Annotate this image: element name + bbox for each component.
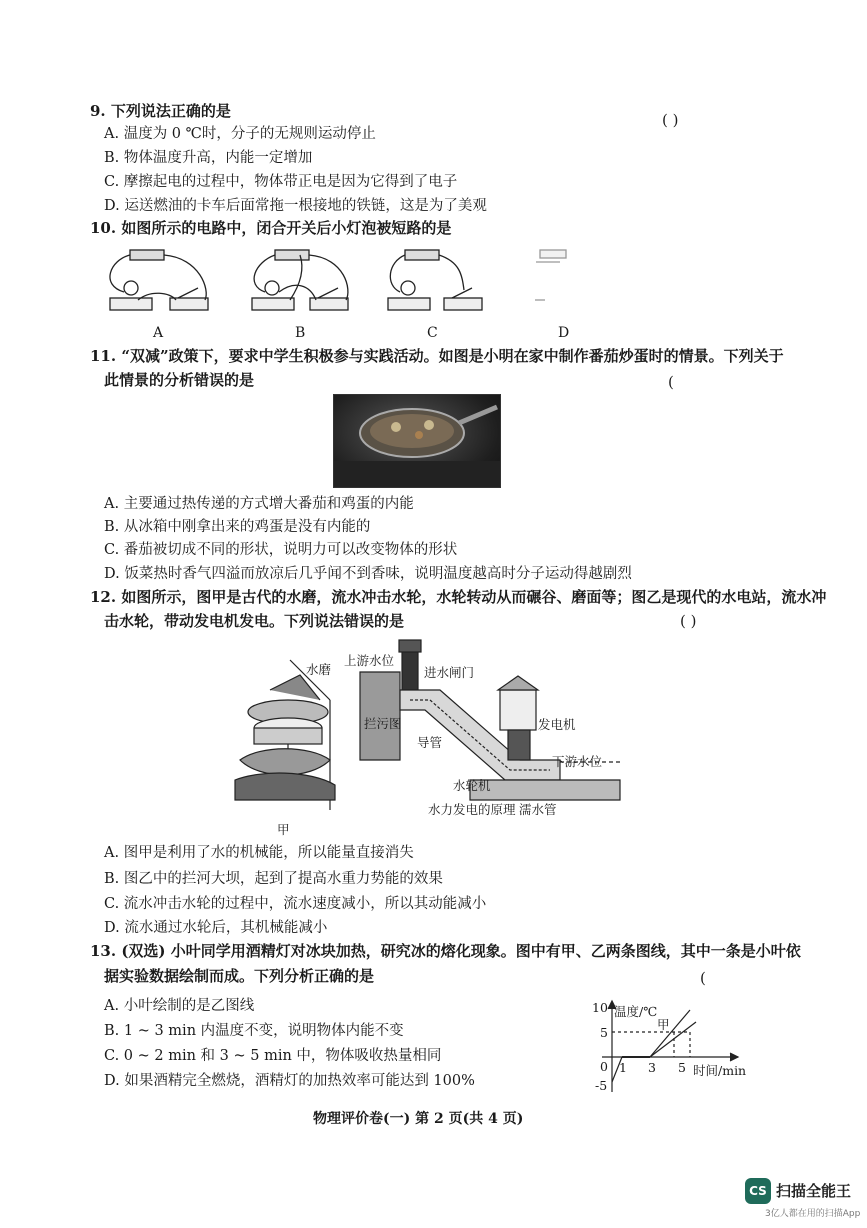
graph-x-tick-1: 1: [619, 1060, 627, 1075]
q9-option-d: D. 运送燃油的卡车后面常拖一根接地的铁链，这是为了美观: [104, 198, 487, 214]
label-trash-rack: 拦污图: [364, 716, 402, 731]
q11-stem-line2: 此情景的分析错误的是: [104, 371, 255, 389]
graph-y-tick-5: 5: [600, 1025, 608, 1040]
label-turbine: 水轮机: [453, 778, 491, 793]
q13-answer-paren: (: [700, 969, 706, 987]
graph-x-tick-5: 5: [678, 1060, 686, 1075]
q12-option-b: B. 图乙中的拦河大坝，起到了提高水重力势能的效果: [104, 871, 443, 887]
graph-series-jia-label: 甲: [657, 1017, 670, 1032]
graph-y-label: 温度/℃: [614, 1004, 658, 1019]
circuit-label-b: B: [295, 325, 306, 341]
q13-option-b: B. 1 ~ 3 min 内温度不变，说明物体内能不变: [104, 1023, 404, 1039]
q13-stem-line1: 13. (双选) 小叶同学用酒精灯对冰块加热，研究冰的熔化现象。图中有甲、乙两条图线，其中一条是小叶依: [90, 942, 801, 960]
graph-y-tick-0: 0: [600, 1059, 608, 1074]
circuit-label-a: A: [153, 325, 164, 341]
label-hydro-principle: 水力发电的原理: [428, 802, 516, 817]
q9-option-a: A. 温度为 0 ℃时，分子的无规则运动停止: [104, 126, 376, 142]
label-water-mill: 水磨: [306, 662, 332, 677]
graph-x-tick-3: 3: [648, 1060, 656, 1075]
q13-option-d: D. 如果酒精完全燃烧，酒精灯的加热效率可能达到 100%: [104, 1073, 475, 1089]
q13-option-c: C. 0 ~ 2 min 和 3 ~ 5 min 中，物体吸收热量相同: [104, 1048, 442, 1064]
q12-option-c: C. 流水冲击水轮的过程中，流水速度减小，所以其动能减小: [104, 896, 487, 912]
label-generator: 发电机: [538, 717, 576, 732]
q12-option-d: D. 流水通过水轮后，其机械能减小: [104, 920, 328, 936]
label-upstream-level: 上游水位: [344, 653, 395, 668]
camscanner-logo: CS: [745, 1178, 771, 1204]
q11-stem-line1: 11. “双减”政策下，要求中学生积极参与实践活动。如图是小明在家中制作番茄炒蛋时的情景。下列关于: [90, 347, 784, 365]
label-intake-gate: 进水闸门: [424, 665, 475, 680]
label-penstock: 导管: [417, 735, 443, 750]
q9-answer-paren: ( ): [662, 111, 679, 129]
graph-x-label: 时间/min: [693, 1063, 747, 1078]
q10-stem: 10. 如图所示的电路中，闭合开关后小灯泡被短路的是: [90, 219, 452, 237]
q12-option-a: A. 图甲是利用了水的机械能，所以能量直接消失: [104, 845, 414, 861]
page-footer: 物理评价卷(一) 第 2 页(共 4 页): [313, 1111, 524, 1127]
label-downstream-level: 下游水位: [552, 754, 603, 769]
q9-option-c: C. 摩擦起电的过程中，物体带正电是因为它得到了电子: [104, 174, 458, 190]
q11-option-c: C. 番茄被切成不同的形状，说明力可以改变物体的形状: [104, 542, 458, 558]
q12-stem-line2: 击水轮，带动发电机发电。下列说法错误的是: [104, 612, 405, 630]
label-figure-jia: 甲: [277, 822, 290, 837]
q9-option-b: B. 物体温度升高，内能一定增加: [104, 150, 313, 166]
circuit-label-c: C: [427, 325, 438, 341]
graph-y-tick-neg5: -5: [595, 1078, 608, 1093]
q9-stem: 9. 下列说法正确的是: [90, 102, 231, 120]
circuit-label-d: D: [558, 325, 570, 341]
q12-answer-paren: ( ): [680, 612, 697, 630]
q13-option-a: A. 小叶绘制的是乙图线: [104, 998, 255, 1014]
label-tailrace: 濡水管: [519, 802, 557, 817]
camscanner-name: 扫描全能王: [776, 1182, 852, 1200]
q11-answer-paren: (: [668, 373, 674, 391]
q11-option-d: D. 饭菜热时香气四溢而放凉后几乎闻不到香味，说明温度越高时分子运动得越剧烈: [104, 566, 632, 582]
graph-y-tick-10: 10: [592, 1000, 608, 1015]
camscanner-tagline: 3亿人都在用的扫描App: [765, 1209, 861, 1219]
q11-option-b: B. 从冰箱中刚拿出来的鸡蛋是没有内能的: [104, 519, 371, 535]
q12-stem-line1: 12. 如图所示，图甲是古代的水磨，流水冲击水轮，水轮转动从而碾谷、磨面等；图乙是现代的水电站，流水冲: [90, 588, 827, 606]
q11-option-a: A. 主要通过热传递的方式增大番茄和鸡蛋的内能: [104, 496, 414, 512]
q13-stem-line2: 据实验数据绘制而成。下列分析正确的是: [104, 967, 375, 985]
